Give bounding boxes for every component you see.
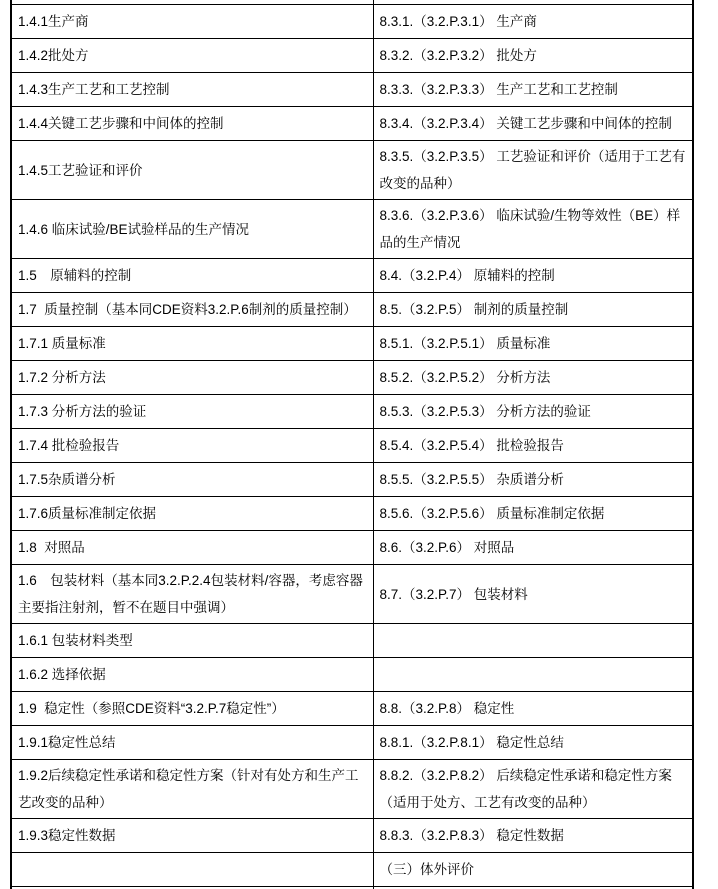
table-row: [11, 463, 693, 497]
ctd-mapping-table: [10, 0, 694, 889]
cell-right: 8.3.5.（3.2.P.3.5） 工艺验证和评价（适用于工艺有改变的品种）: [373, 141, 693, 200]
table-row: [11, 658, 693, 692]
cell-right: 8.8.3.（3.2.P.8.3） 稳定性数据: [373, 819, 693, 853]
cell-left: 1.8 对照品: [11, 531, 373, 565]
table-row: [11, 692, 693, 726]
cell-right: 8.4.（3.2.P.4） 原辅料的控制: [373, 259, 693, 293]
cell-right: 8.3.1.（3.2.P.3.1） 生产商: [373, 5, 693, 39]
cell-left: 1.7.2 分析方法: [11, 361, 373, 395]
cell-right: 8.5.6.（3.2.P.5.6） 质量标准制定依据: [373, 497, 693, 531]
cell-left: 1.7.3 分析方法的验证: [11, 395, 373, 429]
cell-right: （三）体外评价: [373, 853, 693, 887]
cell-right: 8.5.1.（3.2.P.5.1） 质量标准: [373, 327, 693, 361]
cell-right: 8.8.1.（3.2.P.8.1） 稳定性总结: [373, 726, 693, 760]
cell-left: 1.9.3稳定性数据: [11, 819, 373, 853]
table-row: [11, 141, 693, 200]
cell-left: 1.4.1生产商: [11, 5, 373, 39]
table-row: [11, 624, 693, 658]
table-row: [11, 200, 693, 259]
table-row: [11, 395, 693, 429]
cell-right: 8.3.2.（3.2.P.3.2） 批处方: [373, 39, 693, 73]
cell-left: 1.6.1 包装材料类型: [11, 624, 373, 658]
cell-left: 1.4.4关键工艺步骤和中间体的控制: [11, 107, 373, 141]
table-row: [11, 259, 693, 293]
table-row: [11, 361, 693, 395]
cell-left: 1.7 质量控制（基本同CDE资料3.2.P.6制剂的质量控制）: [11, 293, 373, 327]
table-row: [11, 5, 693, 39]
cell-right: 8.5.5.（3.2.P.5.5） 杂质谱分析: [373, 463, 693, 497]
cell-left: 1.4.2批处方: [11, 39, 373, 73]
cell-left: 1.4.6 临床试验/BE试验样品的生产情况: [11, 200, 373, 259]
cell-left: [11, 853, 373, 887]
cell-left: 1.6.2 选择依据: [11, 658, 373, 692]
cell-left: 1.6 包装材料（基本同3.2.P.2.4包装材料/容器，考虑容器主要指注射剂，暂不在题目中强调）: [11, 565, 373, 624]
cell-right: 8.5.4.（3.2.P.5.4） 批检验报告: [373, 429, 693, 463]
table-row: [11, 565, 693, 624]
table-row: [11, 819, 693, 853]
cell-left: 1.9 稳定性（参照CDE资料“3.2.P.7稳定性”）: [11, 692, 373, 726]
table-row: [11, 107, 693, 141]
table-row: [11, 853, 693, 887]
cell-right: [373, 658, 693, 692]
cell-left: 1.7.1 质量标准: [11, 327, 373, 361]
table-row: [11, 497, 693, 531]
cell-right: 8.8.2.（3.2.P.8.2） 后续稳定性承诺和稳定性方案 （适用于处方、工艺有改变的品种）: [373, 760, 693, 819]
table-row: [11, 39, 693, 73]
cell-right: 8.8.（3.2.P.8） 稳定性: [373, 692, 693, 726]
cell-left: 1.7.4 批检验报告: [11, 429, 373, 463]
table-row: [11, 73, 693, 107]
cell-left: 1.4.5工艺验证和评价: [11, 141, 373, 200]
cell-right: 8.6.（3.2.P.6） 对照品: [373, 531, 693, 565]
table-row: [11, 531, 693, 565]
cell-left: 1.5 原辅料的控制: [11, 259, 373, 293]
cell-left: 1.7.6质量标准制定依据: [11, 497, 373, 531]
cell-left: 1.7.5杂质谱分析: [11, 463, 373, 497]
table-row: [11, 760, 693, 819]
cell-right: 8.5.3.（3.2.P.5.3） 分析方法的验证: [373, 395, 693, 429]
cell-right: 8.5.（3.2.P.5） 制剂的质量控制: [373, 293, 693, 327]
table-row: [11, 726, 693, 760]
table-row: [11, 327, 693, 361]
cell-right: 8.3.6.（3.2.P.3.6） 临床试验/生物等效性（BE）样品的生产情况: [373, 200, 693, 259]
cell-right: 8.3.3.（3.2.P.3.3） 生产工艺和工艺控制: [373, 73, 693, 107]
cell-right: 8.5.2.（3.2.P.5.2） 分析方法: [373, 361, 693, 395]
table-body: [11, 0, 693, 889]
table-row: [11, 293, 693, 327]
cell-right: 8.3.4.（3.2.P.3.4） 关键工艺步骤和中间体的控制: [373, 107, 693, 141]
cell-right: [373, 624, 693, 658]
table-row: [11, 429, 693, 463]
cell-right: 8.7.（3.2.P.7） 包装材料: [373, 565, 693, 624]
cell-left: 1.4.3生产工艺和工艺控制: [11, 73, 373, 107]
cell-left: 1.9.2后续稳定性承诺和稳定性方案（针对有处方和生产工艺改变的品种）: [11, 760, 373, 819]
cell-left: 1.9.1稳定性总结: [11, 726, 373, 760]
